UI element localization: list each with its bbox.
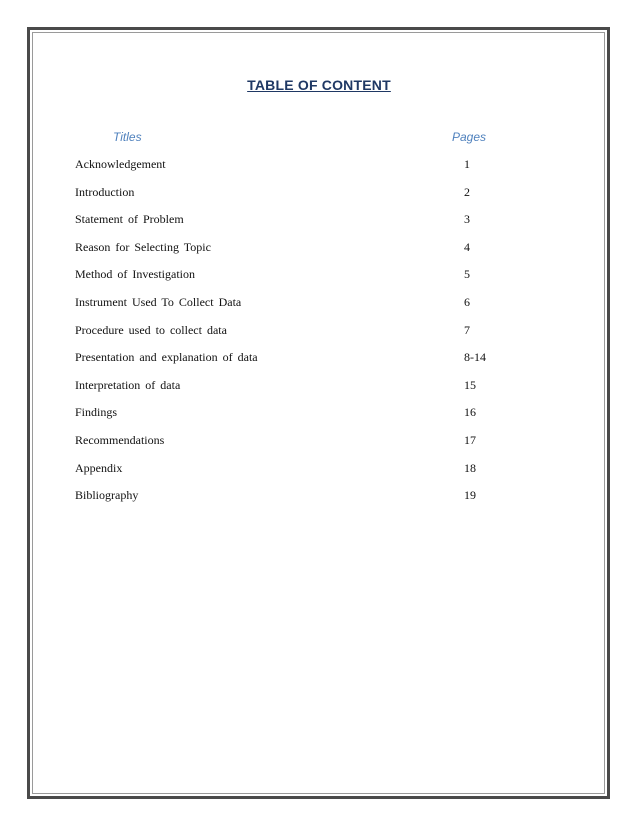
page-title: TABLE OF CONTENT <box>247 77 391 93</box>
toc-entry-title: Method of Investigation <box>75 267 195 282</box>
toc-entry <box>75 378 545 406</box>
toc-entry <box>75 350 545 378</box>
toc-entry <box>75 185 545 213</box>
toc-entry-page: 2 <box>464 184 470 199</box>
toc-entry <box>75 240 545 268</box>
toc-entry-title: Procedure used to collect data <box>75 322 227 337</box>
toc-entry-title: Statement of Problem <box>75 212 184 227</box>
toc-entry-page: 19 <box>464 488 476 503</box>
toc-entry-page: 17 <box>464 432 476 447</box>
toc-entry <box>75 267 545 295</box>
pages-column-header: Pages <box>452 130 487 144</box>
toc-list <box>75 157 545 516</box>
toc-entry-page: 15 <box>464 377 476 392</box>
toc-entry <box>75 488 545 516</box>
titles-column-header: Titles <box>113 130 142 144</box>
toc-entry-page: 6 <box>464 294 470 309</box>
toc-entry-page: 3 <box>464 212 470 227</box>
toc-entry <box>75 323 545 351</box>
toc-entry-title: Findings <box>75 405 118 420</box>
toc-entry-title: Instrument Used To Collect Data <box>75 294 242 309</box>
toc-entry <box>75 295 545 323</box>
toc-entry-title: Appendix <box>75 460 123 475</box>
toc-entry-page: 16 <box>464 405 476 420</box>
toc-entry-title: Introduction <box>75 184 135 199</box>
toc-entry <box>75 212 545 240</box>
toc-entry <box>75 157 545 185</box>
toc-entry-page: 8-14 <box>464 350 486 365</box>
toc-entry-title: Bibliography <box>75 488 139 503</box>
toc-entry-title: Reason for Selecting Topic <box>75 239 211 254</box>
toc-entry-page: 4 <box>464 239 470 254</box>
toc-entry-title: Interpretation of data <box>75 377 181 392</box>
toc-entry-title: Recommendations <box>75 432 165 447</box>
toc-entry <box>75 405 545 433</box>
toc-entry-title: Presentation and explanation of data <box>75 350 258 365</box>
toc-entry <box>75 433 545 461</box>
toc-entry-page: 18 <box>464 460 476 475</box>
toc-entry-page: 1 <box>464 157 470 171</box>
toc-entry-page: 5 <box>464 267 470 282</box>
toc-entry-title: Acknowledgement <box>75 157 166 171</box>
toc-entry <box>75 461 545 489</box>
toc-entry-page: 7 <box>464 322 470 337</box>
